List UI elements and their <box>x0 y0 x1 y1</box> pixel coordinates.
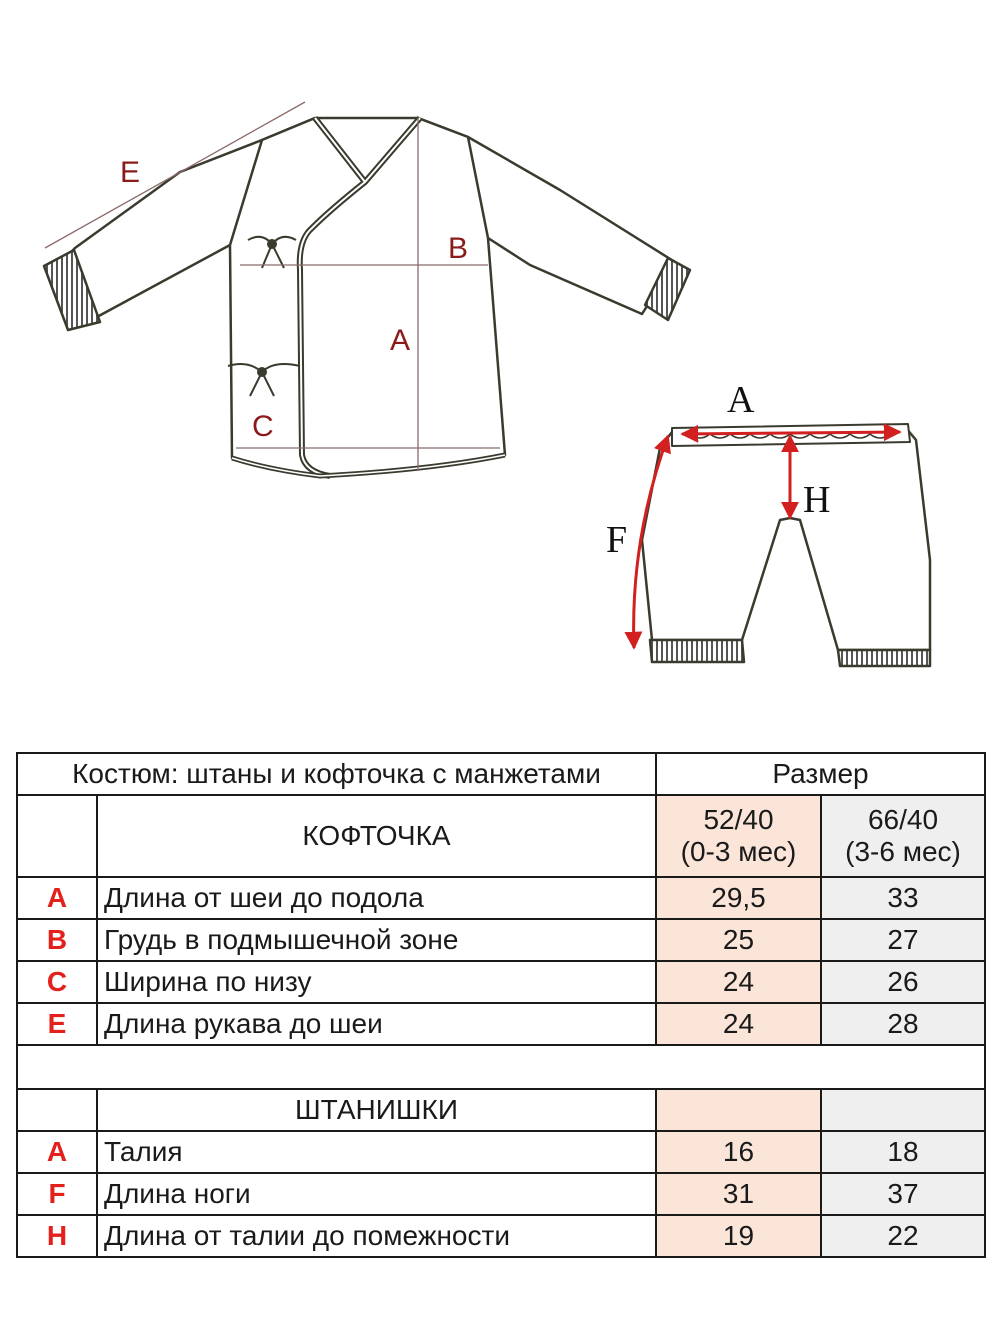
jacket-label-c: C <box>252 410 274 443</box>
row-value-size-1: 24 <box>656 1003 821 1045</box>
pants-label-a: A <box>727 379 755 421</box>
row-value-size-1: 19 <box>656 1215 821 1257</box>
row-label: Длина ноги <box>97 1173 656 1215</box>
row-value-size-1: 29,5 <box>656 877 821 919</box>
size-2-header <box>821 795 985 877</box>
row-letter: F <box>17 1173 97 1215</box>
spacer-cell <box>17 1045 985 1089</box>
row-value-size-1: 31 <box>656 1173 821 1215</box>
row-value-size-2: 33 <box>821 877 985 919</box>
table-spacer-row <box>17 1045 985 1089</box>
pants-left-cuff <box>650 640 744 662</box>
row-value-size-1: 16 <box>656 1131 821 1173</box>
jacket-header-row <box>17 795 985 877</box>
row-letter: H <box>17 1215 97 1257</box>
pants-label-h: H <box>803 479 831 521</box>
row-letter: C <box>17 961 97 1003</box>
pants-body <box>642 428 930 650</box>
row-letter: B <box>17 919 97 961</box>
row-value-size-1: 25 <box>656 919 821 961</box>
row-label: Длина от шеи до подола <box>97 877 656 919</box>
row-value-size-2: 37 <box>821 1173 985 1215</box>
table-row <box>17 877 985 919</box>
pants-label-f: F <box>606 519 628 561</box>
measure-arrow-pants-a <box>682 432 900 434</box>
empty-size-1-cell <box>656 1089 821 1131</box>
jacket-section-title: КОФТОЧКА <box>97 795 656 877</box>
row-letter: E <box>17 1003 97 1045</box>
table-title: Костюм: штаны и кофточка с манжетами <box>17 753 656 795</box>
jacket-label-e: E <box>120 156 141 189</box>
table-row <box>17 961 985 1003</box>
size-1-code: 52/40 <box>703 803 774 835</box>
jacket-label-b: B <box>448 232 469 265</box>
size-1-header <box>656 795 821 877</box>
row-value-size-2: 18 <box>821 1131 985 1173</box>
row-label: Грудь в подмышечной зоне <box>97 919 656 961</box>
row-label: Талия <box>97 1131 656 1173</box>
size-2-age: (3-6 мес) <box>845 836 961 867</box>
row-label: Длина рукава до шеи <box>97 1003 656 1045</box>
empty-cell <box>17 795 97 877</box>
empty-size-2-cell <box>821 1089 985 1131</box>
row-label: Ширина по низу <box>97 961 656 1003</box>
row-value-size-1: 24 <box>656 961 821 1003</box>
jacket-label-a: A <box>390 324 411 357</box>
row-letter: A <box>17 1131 97 1173</box>
row-value-size-2: 22 <box>821 1215 985 1257</box>
jacket-drawing <box>44 118 690 476</box>
row-letter: A <box>17 877 97 919</box>
table-row <box>17 919 985 961</box>
table-row <box>17 1215 985 1257</box>
pants-section-title: ШТАНИШКИ <box>97 1089 656 1131</box>
size-1-age: (0-3 мес) <box>680 836 797 867</box>
pants-header-row <box>17 1089 985 1131</box>
row-value-size-2: 28 <box>821 1003 985 1045</box>
size-header: Размер <box>656 753 985 795</box>
row-value-size-2: 26 <box>821 961 985 1003</box>
table-row <box>17 1003 985 1045</box>
empty-cell <box>17 1089 97 1131</box>
pants-drawing <box>642 424 930 666</box>
table-title-row <box>17 753 985 795</box>
table-row <box>17 1173 985 1215</box>
row-label: Длина от талии до помежности <box>97 1215 656 1257</box>
table-row <box>17 1131 985 1173</box>
row-value-size-2: 27 <box>821 919 985 961</box>
pants-right-cuff <box>838 650 930 666</box>
size-2-code: 66/40 <box>867 803 939 835</box>
size-table <box>16 752 986 1258</box>
